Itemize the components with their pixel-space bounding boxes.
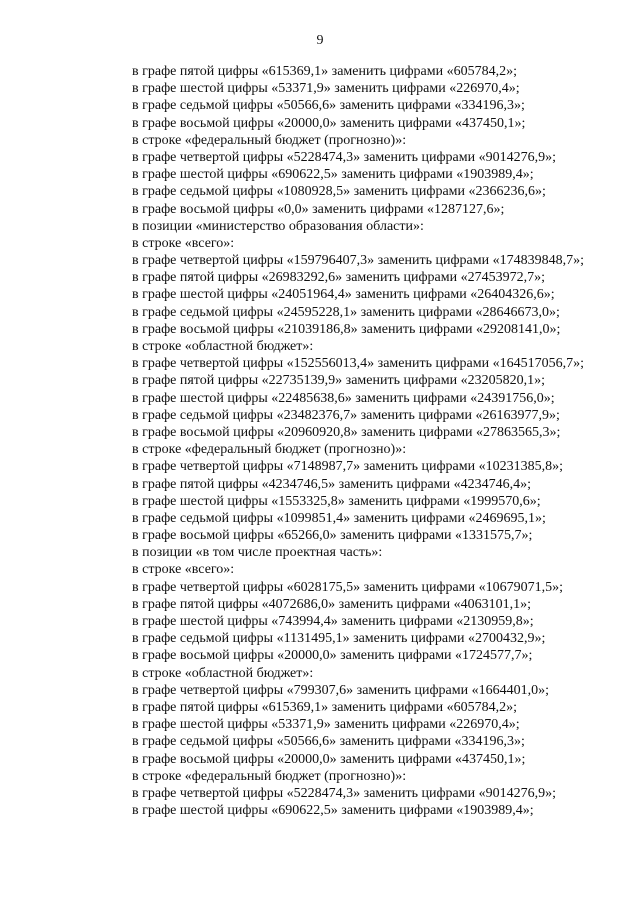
text-line: в строке «федеральный бюджет (прогнозно)»:: [132, 442, 407, 458]
text-line: в графе седьмой цифры «50566,6» заменить цифрами «334196,3»;: [132, 98, 525, 114]
text-line: в графе шестой цифры «24051964,4» заменить цифрами «26404326,6»;: [132, 287, 555, 303]
text-line: в графе четвертой цифры «152556013,4» заменить цифрами «164517056,7»;: [132, 356, 584, 372]
text-line: в графе пятой цифры «22735139,9» заменить цифрами «23205820,1»;: [132, 373, 545, 389]
text-line: в строке «федеральный бюджет (прогнозно)»:: [132, 768, 407, 784]
text-line: в графе шестой цифры «53371,9» заменить цифрами «226970,4»;: [132, 717, 520, 733]
text-line: в графе восьмой цифры «20960920,8» заменить цифрами «27863565,3»;: [132, 424, 561, 440]
text-line: в позиции «министерство образования области»:: [132, 218, 424, 234]
text-line: в графе пятой цифры «615369,1» заменить цифрами «605784,2»;: [132, 699, 517, 715]
page-number: 9: [316, 33, 324, 48]
text-line: в графе пятой цифры «615369,1» заменить цифрами «605784,2»;: [132, 64, 517, 79]
text-line: в графе шестой цифры «53371,9» заменить цифрами «226970,4»;: [132, 81, 520, 97]
text-line: в графе четвертой цифры «799307,6» заменить цифрами «1664401,0»;: [132, 682, 549, 698]
text-line: в строке «всего»:: [132, 235, 235, 251]
text-line: в строке «областной бюджет»:: [132, 339, 314, 354]
text-line: в графе седьмой цифры «1099851,4» заменить цифрами «2469695,1»;: [132, 510, 546, 526]
text-line: в графе пятой цифры «4234746,5» заменить цифрами «4234746,4»;: [132, 476, 531, 492]
text-line: в позиции «в том числе проектная часть»:: [132, 545, 383, 561]
text-line: в графе шестой цифры «22485638,6» заменить цифрами «24391756,0»;: [132, 390, 555, 406]
text-line: в строке «федеральный бюджет (прогнозно)»:: [132, 132, 407, 148]
text-line: в графе четвертой цифры «159796407,3» заменить цифрами «174839848,7»;: [132, 253, 584, 269]
text-line: в графе восьмой цифры «20000,0» заменить цифрами «437450,1»;: [132, 115, 526, 131]
text-line: в графе шестой цифры «690622,5» заменить цифрами «1903989,4»;: [132, 803, 534, 819]
text-line: в графе пятой цифры «26983292,6» заменить цифрами «27453972,7»;: [132, 270, 545, 286]
text-line: в строке «областной бюджет»:: [132, 665, 314, 681]
text-line: в графе четвертой цифры «5228474,3» заменить цифрами «9014276,9»;: [132, 785, 556, 801]
text-line: в графе седьмой цифры «1080928,5» заменить цифрами «2366236,6»;: [132, 184, 546, 200]
text-line: в графе пятой цифры «4072686,0» заменить цифрами «4063101,1»;: [132, 596, 531, 612]
text-line: в строке «всего»:: [132, 562, 235, 578]
text-line: в графе восьмой цифры «0,0» заменить цифрами «1287127,6»;: [132, 201, 505, 217]
text-line: в графе восьмой цифры «65266,0» заменить цифрами «1331575,7»;: [132, 528, 533, 544]
document-body: [132, 63, 632, 819]
text-line: в графе шестой цифры «690622,5» заменить цифрами «1903989,4»;: [132, 167, 534, 183]
text-line: в графе седьмой цифры «24595228,1» заменить цифрами «28646673,0»;: [132, 304, 560, 320]
text-line: в графе шестой цифры «1553325,8» заменить цифрами «1999570,6»;: [132, 493, 541, 509]
text-line: в графе восьмой цифры «21039186,8» заменить цифрами «29208141,0»;: [132, 321, 561, 337]
text-line: в графе четвертой цифры «7148987,7» заменить цифрами «10231385,8»;: [132, 459, 563, 475]
text-line: в графе шестой цифры «743994,4» заменить цифрами «2130959,8»;: [132, 614, 534, 629]
text-line: в графе четвертой цифры «6028175,5» заменить цифрами «10679071,5»;: [132, 579, 563, 595]
text-line: в графе седьмой цифры «50566,6» заменить цифрами «334196,3»;: [132, 734, 525, 750]
text-line: в графе восьмой цифры «20000,0» заменить цифрами «1724577,7»;: [132, 648, 533, 664]
text-line: в графе четвертой цифры «5228474,3» заменить цифрами «9014276,9»;: [132, 149, 556, 165]
text-line: в графе седьмой цифры «23482376,7» заменить цифрами «26163977,9»;: [132, 407, 560, 423]
text-line: в графе восьмой цифры «20000,0» заменить цифрами «437450,1»;: [132, 751, 526, 767]
text-line: в графе седьмой цифры «1131495,1» заменить цифрами «2700432,9»;: [132, 631, 546, 647]
